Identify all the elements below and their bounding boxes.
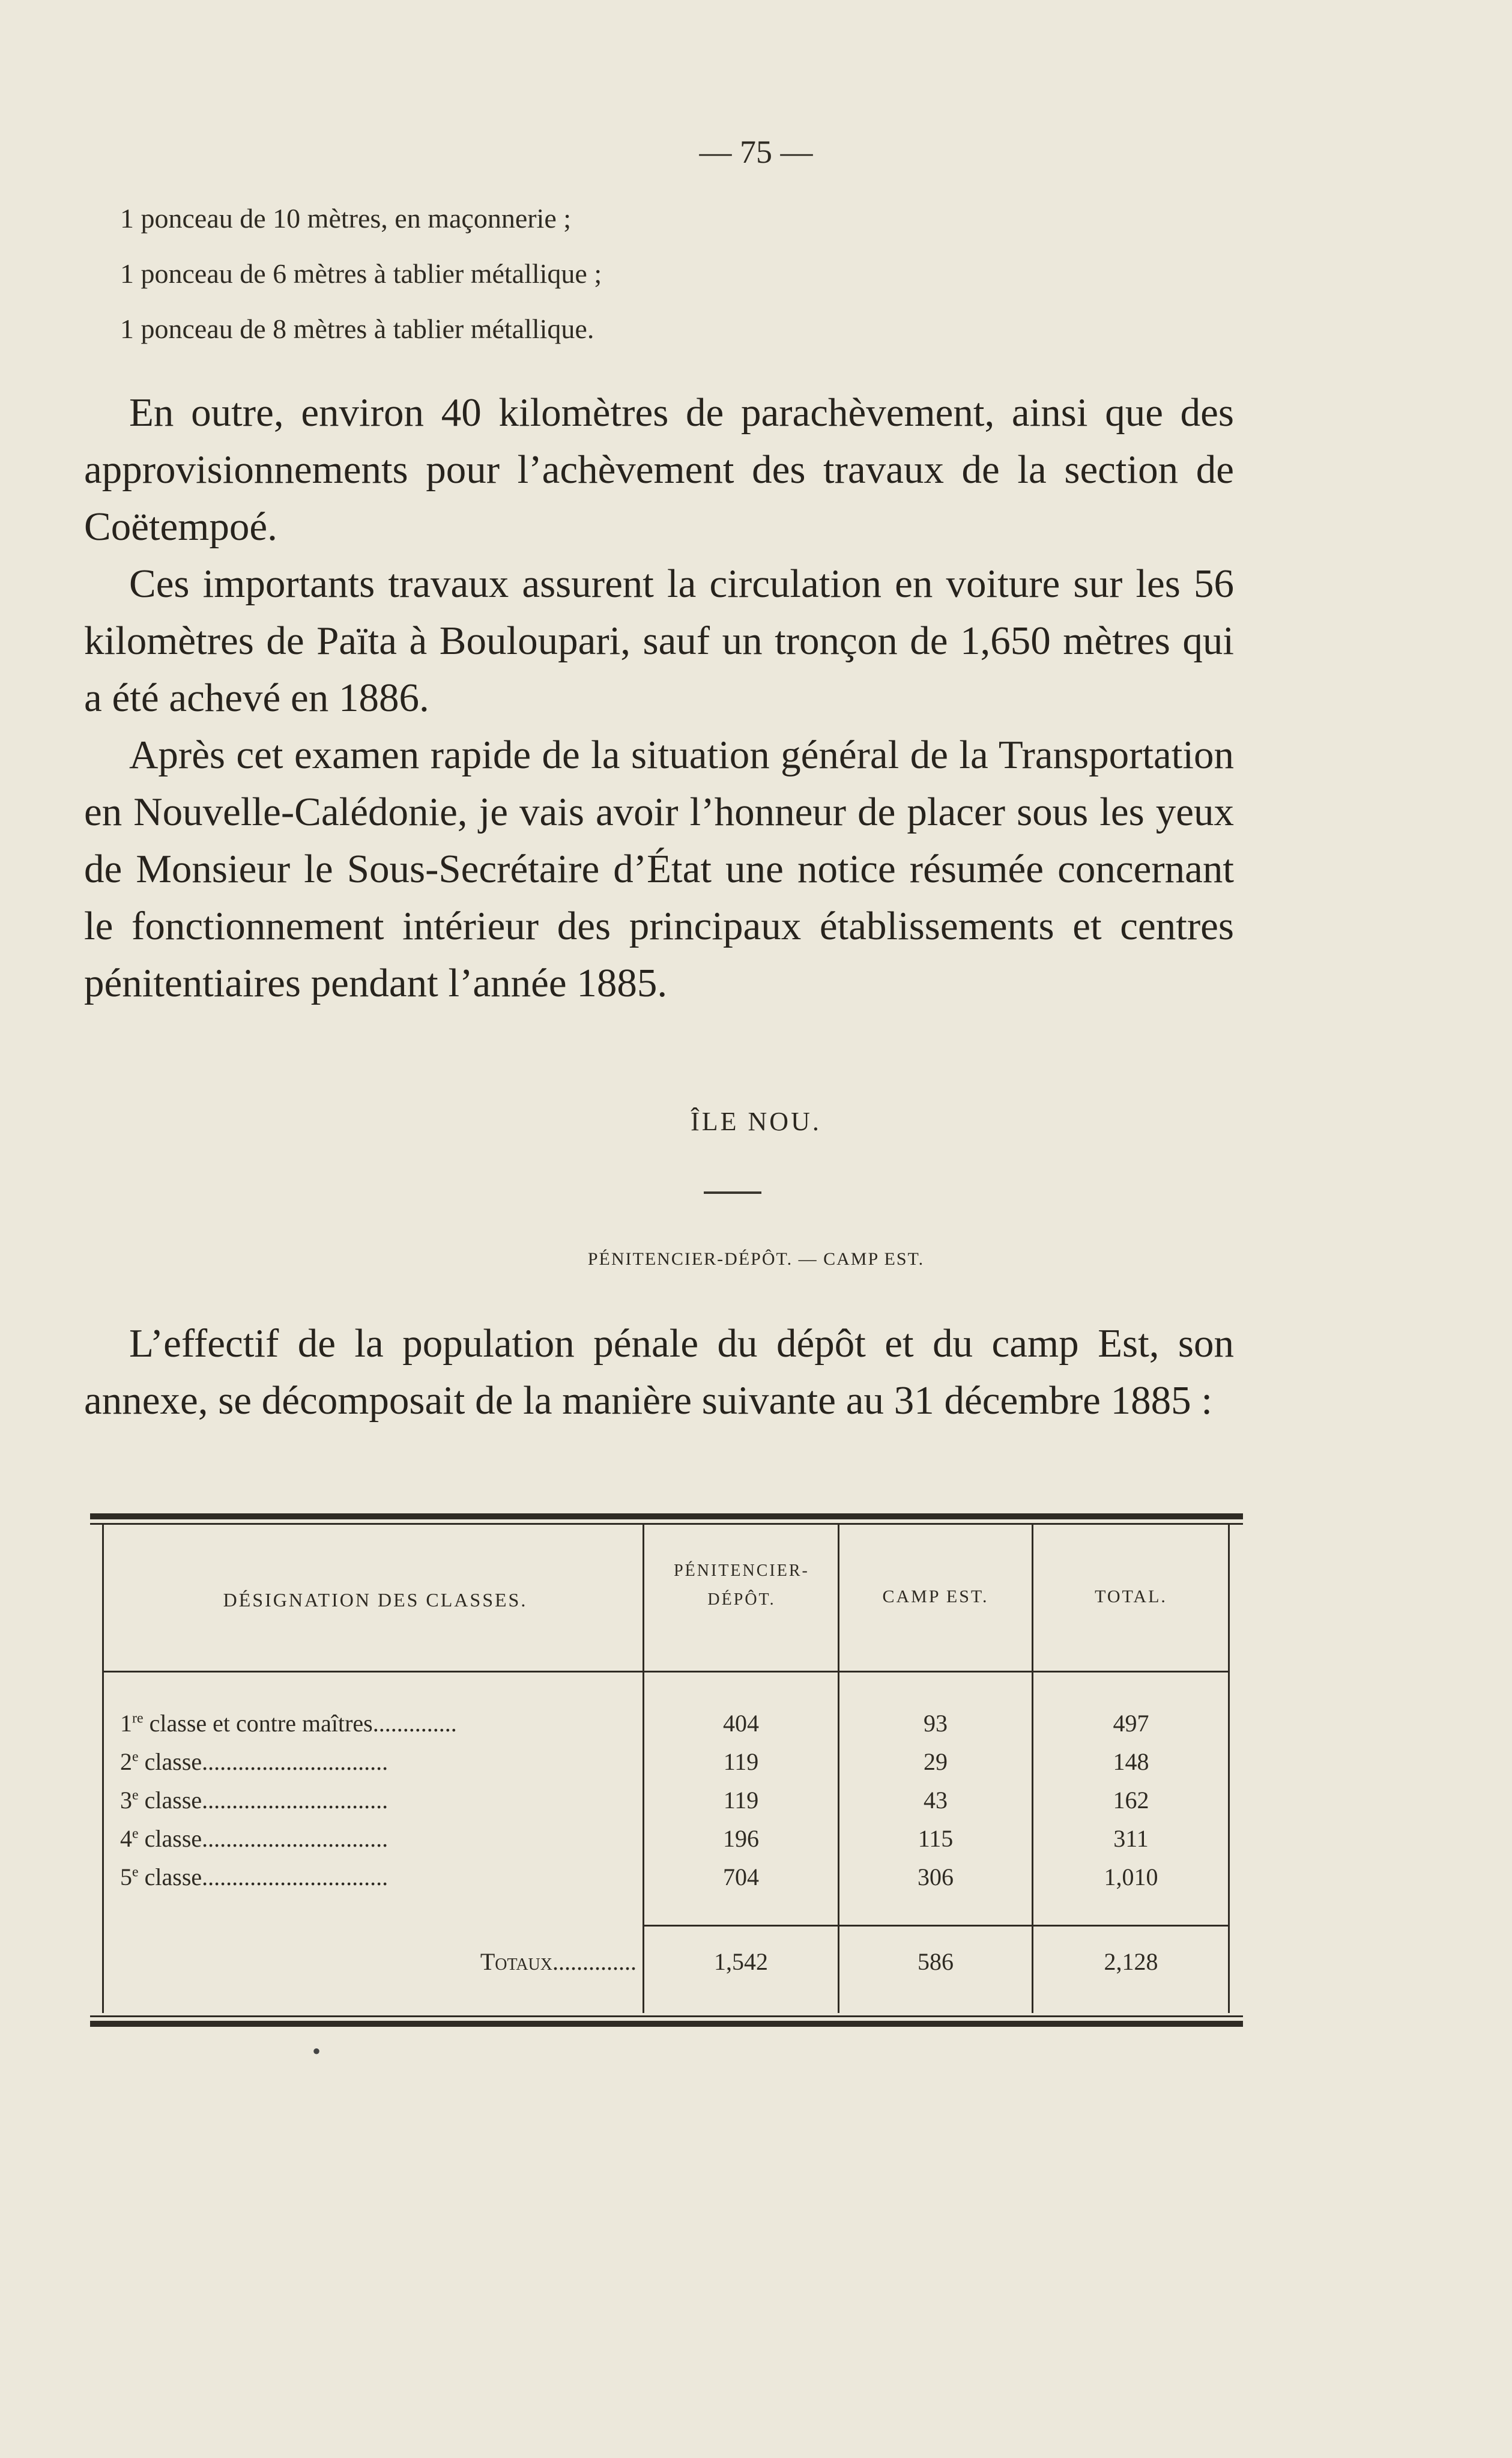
row-label: 5e classe............................... xyxy=(120,1863,389,1890)
ink-speck: • xyxy=(312,2038,321,2065)
list-item: 1 ponceau de 6 mètres à tablier métallique ; xyxy=(120,258,602,289)
intro-text xyxy=(84,1315,1234,1429)
cell-camp: 115 xyxy=(918,1825,954,1852)
header-camp-est: CAMP EST. xyxy=(882,1587,989,1606)
list-item: 1 ponceau de 10 mètres, en maçonnerie ; xyxy=(120,203,572,234)
paragraph: Après cet examen rapide de la situation général de la Transportation en Nouvelle-Calédonie, je vais avoir l’honneur de placer sous les yeux de Monsieur le Sous-Secrétaire d’État une notice résumée concernant le fonctionnement intérieur des principaux établissements et centres pénitentiaires pendant l’année 1885. xyxy=(84,733,1234,1005)
total-camp: 586 xyxy=(918,1948,954,1975)
cell-camp: 306 xyxy=(918,1863,954,1890)
page-number: — 75 — xyxy=(699,134,813,170)
bridge-list xyxy=(120,191,1411,357)
cell-depot: 404 xyxy=(723,1710,759,1737)
cell-total: 311 xyxy=(1113,1825,1149,1852)
totals-rule xyxy=(643,1925,1230,1927)
paragraph: Ces importants travaux assurent la circulation en voiture sur les 56 kilomètres de Païta à Bouloupari, sauf un tronçon de 1,650 mètres qui a été achevé en 1886. xyxy=(84,562,1234,720)
cell-camp: 29 xyxy=(924,1748,948,1775)
table-border-bottom-inner xyxy=(90,2015,1243,2017)
cell-depot: 196 xyxy=(723,1825,759,1852)
cell-depot: 119 xyxy=(723,1787,759,1814)
table-left-border xyxy=(102,1525,104,2013)
cell-total: 162 xyxy=(1113,1787,1149,1814)
cell-depot: 704 xyxy=(723,1863,759,1890)
cell-total: 497 xyxy=(1113,1710,1149,1737)
row-label: 4e classe............................... xyxy=(120,1825,389,1852)
paragraph: En outre, environ 40 kilomètres de parachèvement, ainsi que des approvisionnements pour l’achèvement des travaux de la section de Coëtempoé. xyxy=(84,390,1234,549)
header-penitencier: PÉNITENCIER- DÉPÔT. xyxy=(674,1561,809,1609)
cell-total: 1,010 xyxy=(1104,1863,1158,1890)
total-total: 2,128 xyxy=(1104,1948,1158,1975)
header-designation: DÉSIGNATION DES CLASSES. xyxy=(223,1589,528,1611)
cell-camp: 43 xyxy=(924,1787,948,1814)
table-border-top xyxy=(90,1513,1243,1519)
body-paragraphs xyxy=(84,384,1234,1012)
table-border-top-inner xyxy=(90,1523,1243,1525)
subheading: PÉNITENCIER-DÉPÔT. — CAMP EST. xyxy=(587,1249,925,1269)
cell-total: 148 xyxy=(1113,1748,1149,1775)
cell-depot: 119 xyxy=(723,1748,759,1775)
row-label: 1re classe et contre maîtres.............. xyxy=(120,1710,457,1737)
paragraph: L’effectif de la population pénale du dépôt et du camp Est, son annexe, se décomposait de la manière suivante au 31 décembre 1885 : xyxy=(84,1321,1234,1423)
header-rule xyxy=(102,1671,1230,1672)
heading-rule xyxy=(704,1191,761,1194)
table-border-bottom xyxy=(90,2021,1243,2027)
row-label: 2e classe............................... xyxy=(120,1748,389,1775)
list-item: 1 ponceau de 8 mètres à tablier métallique. xyxy=(120,313,594,344)
row-label: 3e classe............................... xyxy=(120,1787,389,1814)
totals-label: Totaux.............. xyxy=(480,1948,637,1975)
population-table xyxy=(90,1513,1243,2027)
section-heading: ÎLE NOU. xyxy=(691,1107,821,1136)
header-total: TOTAL. xyxy=(1095,1587,1167,1606)
cell-camp: 93 xyxy=(924,1710,948,1737)
total-depot: 1,542 xyxy=(714,1948,768,1975)
